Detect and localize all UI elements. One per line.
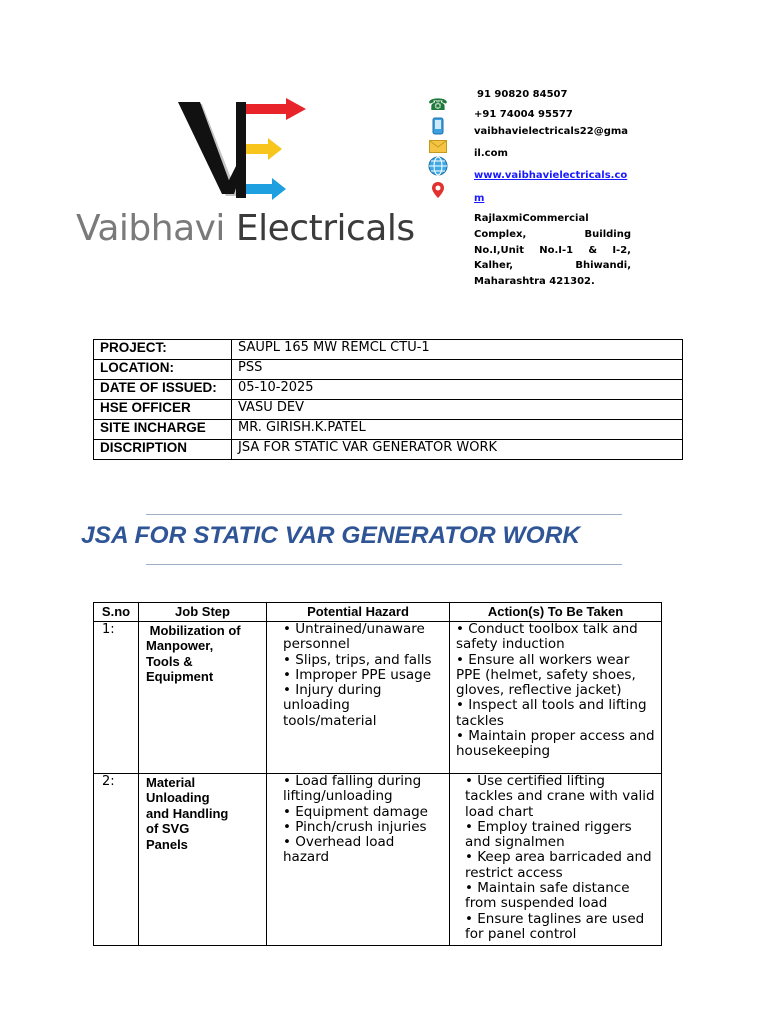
email-line-1[interactable]: vaibhavielectricals22@gma: [474, 126, 629, 137]
step-line: Mobilization of: [146, 623, 241, 638]
company-logo: [76, 96, 416, 256]
info-row-date: [94, 380, 683, 400]
row-hazards: [267, 774, 450, 946]
action-item: • Ensure taglines are used for panel control: [465, 910, 645, 942]
info-value: VASU DEV: [232, 400, 683, 420]
address-line: [474, 243, 631, 259]
row-job-step: [139, 622, 267, 774]
info-row-project: [94, 340, 683, 360]
action-item: • Conduct toolbox talk and safety induction: [456, 621, 638, 653]
info-label: HSE OFFICER: [94, 400, 232, 420]
row-actions: [450, 774, 662, 946]
info-row-site-incharge: [94, 420, 683, 440]
info-label: LOCATION:: [94, 360, 232, 380]
action-item: • Inspect all tools and lifting tackles: [456, 697, 647, 729]
col-header-job-step: Job Step: [139, 603, 267, 622]
info-row-location: [94, 360, 683, 380]
address-word: I-2,: [612, 244, 631, 256]
step-line: of SVG: [146, 821, 190, 837]
table-row: [94, 622, 662, 774]
info-label: DISCRIPTION: [94, 440, 232, 460]
step-line: Equipment: [146, 669, 214, 685]
info-row-description: [94, 440, 683, 460]
address-line: [474, 258, 631, 274]
location-pin-icon: [426, 180, 450, 200]
address-word: Building: [584, 228, 631, 240]
title-rule-top: [146, 514, 622, 515]
company-name: [76, 208, 415, 249]
address: [474, 211, 631, 290]
hazard-item: • Improper PPE usage: [283, 666, 432, 683]
table-row: [94, 774, 662, 946]
step-line: Panels: [146, 836, 188, 852]
address-line: Maharashtra 421302.: [474, 276, 595, 288]
info-label: SITE INCHARGE: [94, 420, 232, 440]
action-item: • Use certified lifting tackles and crane with valid load chart: [465, 773, 655, 820]
website-link-line-1[interactable]: www.vaibhavielectricals.co: [474, 170, 628, 181]
jsa-table: [93, 602, 662, 946]
phone-2: +91 74004 95577: [474, 109, 573, 120]
website-link-line-2[interactable]: m: [474, 193, 485, 204]
row-sno: 1:: [94, 622, 139, 774]
address-line: [474, 227, 631, 243]
company-name-part2: Electricals: [235, 208, 415, 249]
row-job-step: [139, 774, 267, 946]
address-word: No.I,Unit: [474, 244, 525, 256]
col-header-sno: S.no: [94, 603, 139, 622]
step-line: Material: [146, 775, 196, 790]
title-rule-bottom: [146, 564, 622, 565]
action-item: • Employ trained riggers and signalmen: [465, 818, 632, 851]
address-word: &: [588, 244, 598, 256]
action-item: • Maintain safe distance from suspended load: [465, 880, 630, 912]
mobile-icon: [426, 116, 450, 136]
row-hazards: [267, 622, 450, 774]
row-sno: 2:: [94, 774, 139, 946]
action-item: • Keep area barricaded and restrict access: [465, 849, 652, 881]
hazard-item: • Load falling during lifting/unloading: [283, 773, 422, 805]
col-header-potential-hazard: Potential Hazard: [267, 603, 450, 622]
action-item: • Maintain proper access and housekeeping: [456, 728, 655, 760]
hazard-item: • Slips, trips, and falls: [283, 651, 432, 668]
hazard-item: • Pinch/crush injuries: [283, 818, 427, 835]
project-info-table: [93, 339, 683, 460]
info-value: 05-10-2025: [232, 380, 683, 400]
info-label: PROJECT:: [94, 340, 232, 360]
action-item: • Ensure all workers wear PPE (helmet, safety shoes, gloves, reflective jacket): [456, 651, 636, 699]
address-word: Kalher,: [474, 260, 514, 272]
info-label: DATE OF ISSUED:: [94, 380, 232, 400]
row-actions: [450, 622, 662, 774]
globe-icon: [426, 156, 450, 176]
email-line-2[interactable]: il.com: [474, 148, 508, 159]
step-line: Unloading: [146, 790, 210, 806]
step-line: and Handling: [146, 805, 229, 821]
address-word: Complex,: [474, 228, 527, 240]
hazard-item: • Untrained/unaware personnel: [283, 621, 425, 653]
address-word: No.I-1: [539, 244, 574, 256]
info-row-hse-officer: [94, 400, 683, 420]
document-title: JSA FOR STATIC VAR GENERATOR WORK: [81, 522, 581, 549]
info-value: SAUPL 165 MW REMCL CTU-1: [232, 340, 683, 360]
col-header-actions: Action(s) To Be Taken: [450, 603, 662, 622]
ve-logo-mark: [76, 96, 316, 206]
address-line: RajlaxmiCommercial: [474, 213, 589, 224]
jsa-header-row: [94, 603, 662, 622]
info-value: JSA FOR STATIC VAR GENERATOR WORK: [232, 440, 683, 460]
address-word: Bhiwandi,: [575, 260, 631, 272]
step-line: Tools &: [146, 653, 193, 669]
info-value: MR. GIRISH.K.PATEL: [232, 420, 683, 440]
phone-icon: ☎: [428, 94, 448, 114]
info-value: PSS: [232, 360, 683, 380]
hazard-item: • Injury during unloading tools/material: [283, 682, 382, 729]
phone-1: 91 90820 84507: [477, 89, 568, 100]
hazard-item: • Overhead load hazard: [283, 834, 395, 866]
hazard-item: • Equipment damage: [283, 803, 428, 820]
company-name-part1: Vaibhavi: [76, 208, 225, 249]
step-line: Manpower,: [146, 638, 214, 654]
mail-icon: [426, 136, 450, 156]
